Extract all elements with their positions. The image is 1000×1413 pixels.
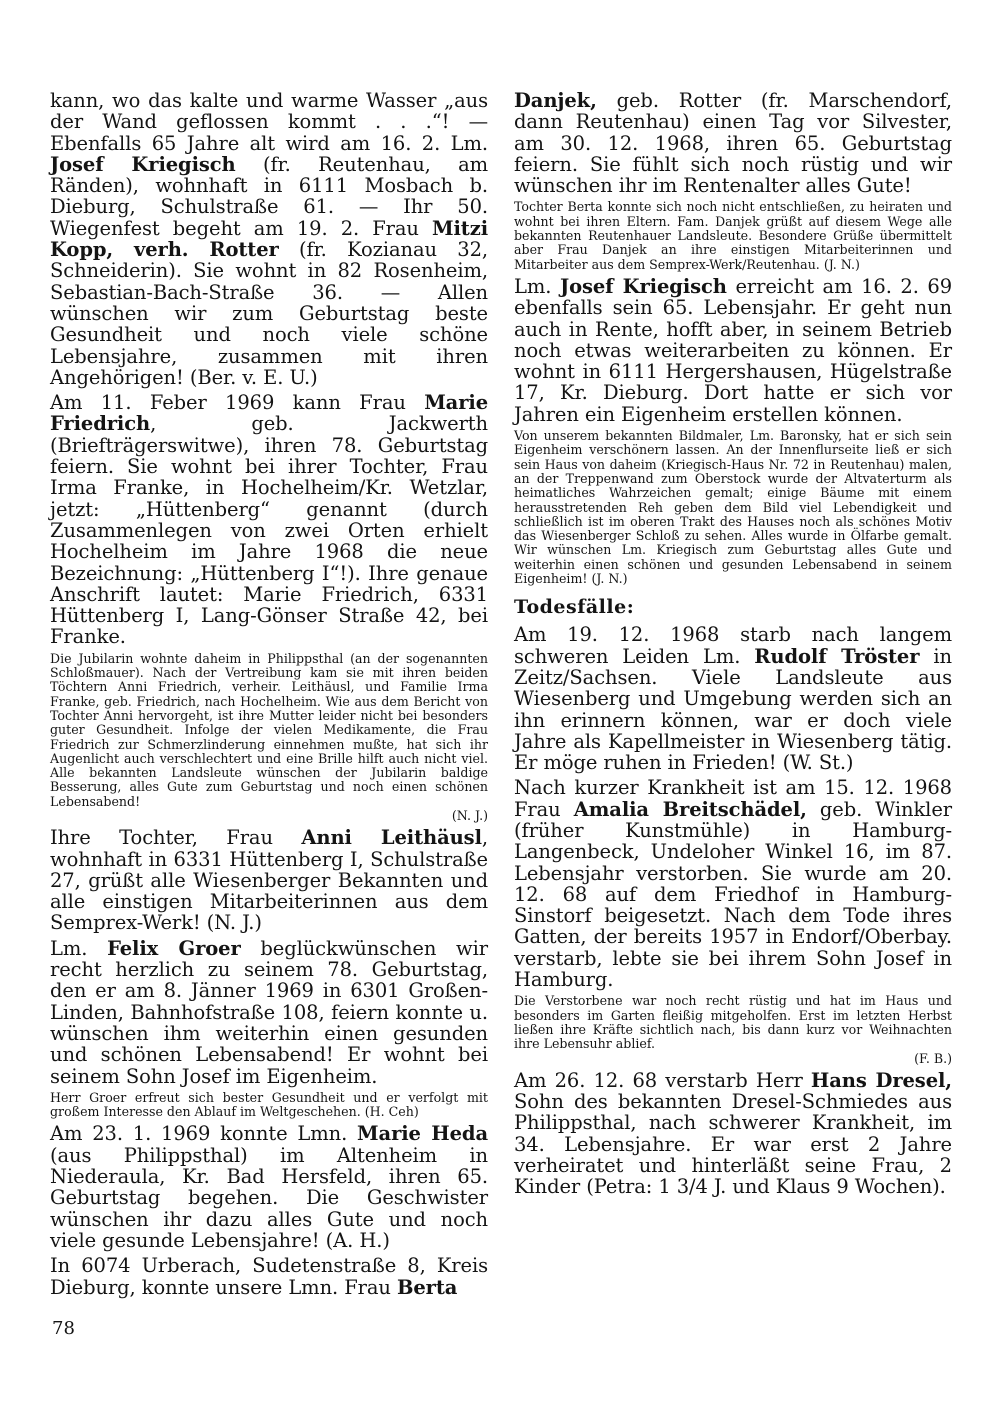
article-paragraph — [50, 827, 488, 933]
person-name: Felix Groer — [107, 936, 241, 960]
author-initials: (F. B.) — [914, 1050, 952, 1066]
text-run: Nach kurzer Krankheit ist am 15. 12. 1968 Frau — [514, 776, 952, 821]
right-column — [514, 90, 952, 1198]
text-run: geb. Winkler (früher Kunstmühle) in Hamburg-Langenbeck, Undeloher Winkel 16, im 87. Lebensjahr verstorben. Sie wurde am 20. 12. 68 auf dem Friedhof in Hamburg-Sinstorf beigesetzt. Nach dem Tode ihres Gatten, der bereits 1957 in Endorf/Oberbay. verstarb, lebte sie bei ihrem Sohn Josef in Hamburg. — [514, 797, 952, 992]
article-paragraph — [50, 938, 488, 1087]
text-run: Sohn des bekannten Dresel-Schmiedes aus Philippsthal, nach schwerer Krankheit, im 34. Lebensjahre. Er war erst 2 Jahre verheiratet und hinterläßt seine Frau, 2 Kinder (Petra: 1 3/4 J. und Klaus 9 Wochen). — [514, 1090, 952, 1199]
note-paragraph — [514, 429, 952, 586]
text-run: Tochter Berta konnte sich noch nicht entschließen, zu heiraten und wohnt bei ihren Eltern. Fam. Danjek grüßt auf diesem Wege alle bekannten Reutenhauer Landsleute. Besondere Grüße übermittelt aber Frau Danjek an ihre einstigen Mitarbeiterinnen und Mitarbeiter aus dem Semprex-Werk/Reutenhau. (J. N.) — [514, 199, 952, 272]
text-run: geb. Rotter (fr. Marschendorf, dann Reutenhau) einen Tag vor Silvester, am 30. 12. 1968, ihren 65. Geburtstag feiern. Sie fühlt sich noch rüstig und wir wünschen ihr im Rentenalter alles Gute! — [514, 89, 952, 198]
text-run: (aus Philippsthal) im Altenheim in Niederaula, Kr. Bad Hersfeld, ihren 65. Geburtstag begehen. Die Geschwister wünschen ihr dazu alles Gute und noch viele gesunde Lebensjahre! (A. H.) — [50, 1143, 488, 1252]
text-run: in Zeitz/Sachsen. Viele Landsleute aus Wiesenberg und Umgebung werden sich an ihn erinnern können, war er doch viele Jahre als Kapellmeister in Wiesenberg tätig. Er möge ruhen in Frieden! (W. St.) — [514, 644, 952, 775]
person-name: Rudolf Tröster — [754, 644, 920, 668]
text-run: Am 11. Feber 1969 kann Frau — [50, 391, 425, 415]
text-run: Lm. — [50, 936, 108, 960]
text-run: Herr Groer erfreut sich bester Gesundheit und er verfolgt mit großem Interesse den Ablauf im Weltgeschehen. (H. Ceh) — [50, 1089, 488, 1120]
article-paragraph — [50, 90, 488, 388]
person-name: Josef Kriegisch — [50, 152, 236, 176]
text-run: Von unserem bekannten Bildmaler, Lm. Baronsky, hat er sich sein Eigenheim verschönern lassen. An der Innenflurseite ließ er sich sein Haus von daheim (Kriegisch-Haus Nr. 72 in Reutenhau) malen, an der Treppenwand zum Oberstock wurde der Altvaterturm als heimatliches Wahrzeichen gemalt; einige Bäume mit einem herausstretenden Reh geben dem Bild viel Lebendigkeit und schließlich ist im oberen Trakt des Hauses noch als schönes Motiv das Wiesenberger Schloß zu sehen. Alles wurde in Ölfarbe gemalt. Wir wünschen Lm. Kriegisch zum Geburtstag alles Gute und weiterhin einen schönen und gesunden Lebensabend in seinem Eigenheim! (J. N.) — [514, 428, 952, 587]
article-paragraph — [514, 1070, 952, 1198]
note-paragraph — [50, 652, 488, 824]
text-run: Ihre Tochter, Frau — [50, 826, 302, 850]
text-run: erreicht am 16. 2. 69 ebenfalls sein 65. Lebensjahr. Er geht nun auch in Rente, hofft aber, in seinem Betrieb noch etwas weiterarbeiten zu können. Er wohnt in 6111 Hergershausen, Hügelstraße 17, Kr. Dieburg. Dort hatte er sich vor Jahren ein Eigenheim erstellen können. — [514, 274, 953, 426]
author-initials: (N. J.) — [451, 807, 488, 823]
text-run: beglückwünschen wir recht herzlich zu seinem 78. Geburtstag, den er am 8. Jänner 1969 in 6301 Großen-Linden, Bahnhofstraße 108, feiern konnte u. wünschen ihm weiterhin einen gesunden und schönen Lebensabend! Er wohnt bei seinem Sohn Josef im Eigenheim. — [50, 936, 488, 1088]
text-run: Die Jubilarin wohnte daheim in Philippsthal (an der sogenannten Schloßmauer). Nach der Vertreibung kam sie mit ihren beiden Töchtern Anni Friedrich, verheir. Leithäusl, und Familie Irma Franke, geb. Friedrich, nach Hochelheim. Wie aus dem Bericht von Tochter Anni hervorgeht, ist ihre Mutter leider nicht bei besonders guter Gesundheit. Infolge der vielen Medikamente, die Frau Friedrich zur Schmerzlinderung einnehmen mußte, hat sich ihr Augenlicht auch verschlechtert und eine Brille hilft auch nicht viel. Alle bekannten Landsleute wünschen der Jubilarin baldige Besserung, alles Gute zum Geburtstag und noch einen schönen Lebensabend! — [50, 650, 488, 809]
article-paragraph — [50, 1255, 488, 1298]
text-run: (fr. Reutenhau, am Ränden), wohnhaft in 6111 Mosbach b. Dieburg, Schulstraße 61. — Ihr 50. Wiegenfest begeht am 19. 2. Frau — [50, 152, 488, 240]
article-paragraph — [50, 392, 488, 648]
person-name: Berta — [396, 1275, 458, 1299]
text-run: Am 23. 1. 1969 konnte Lmn. — [50, 1122, 358, 1146]
page-number: 78 — [52, 1318, 75, 1339]
article-paragraph — [514, 624, 952, 773]
article-paragraph — [514, 276, 952, 425]
note-paragraph — [514, 200, 952, 271]
person-name: Mitzi Kopp, verh. Rotter — [50, 216, 488, 262]
text-run: Am 19. 12. 1968 starb nach langem schweren Leiden Lm. — [514, 623, 952, 668]
note-paragraph — [50, 1091, 488, 1120]
person-name: Marie Friedrich — [50, 391, 488, 436]
article-paragraph — [50, 1123, 488, 1251]
text-run: kann, wo das kalte und warme Wasser „aus der Wand geflossen kommt . . .“! — Ebenfalls 65 Jahre alt wird am 16. 2. Lm. — [50, 89, 488, 155]
person-name: Danjek, — [514, 89, 597, 112]
text-run: , wohnhaft in 6331 Hüttenberg I, Schulstraße 27, grüßt alle Wiesenberger Bekannten und alle einstigen Mitarbeiterinnen aus dem Semprex-Werk! (N. J.) — [50, 826, 488, 935]
person-name: Hans Dresel, — [810, 1068, 952, 1092]
text-run: In 6074 Urberach, Sudetenstraße 8, Kreis Dieburg, konnte unsere Lmn. Frau — [50, 1254, 488, 1299]
person-name: Amalia Breitschädel, — [573, 797, 807, 821]
text-run: (fr. Kozianau 32, Schneiderin). Sie wohnt in 82 Rosenheim, Sebastian-Bach-Straße 36. — Allen wünschen wir zum Geburtstag beste Gesundheit und noch viele schöne Lebensjahre, zusammen mit ihren Angehörigen! (Ber. v. E. U.) — [50, 238, 488, 389]
person-name: Marie Heda — [357, 1122, 488, 1146]
article-paragraph — [514, 90, 952, 196]
left-column — [50, 90, 488, 1298]
person-name: Anni Leithäusl — [301, 826, 482, 850]
text-run: Am 26. 12. 68 verstarb Herr — [514, 1068, 811, 1092]
section-heading: Todesfälle: — [514, 596, 635, 619]
person-name: Josef Kriegisch — [559, 274, 727, 298]
text-run: , geb. Jackwerth (Briefträgerswitwe), ihren 78. Geburtstag feiern. Sie wohnt bei ihrer Tochter, Frau Irma Franke, in Hochelheim/Kr. Wetzlar, jetzt: „Hüttenberg“ genannt (durch Zusammenlegen von zwei Orten erhielt Hochelheim im Jahre 1968 die neue Bezeichnung: „Hüttenberg I“!). Ihre genaue Anschrift lautet: Marie Friedrich, 6331 Hüttenberg I, Lang-Gönser Straße 42, bei Franke. — [50, 412, 488, 649]
text-run: Lm. — [514, 274, 560, 298]
note-paragraph — [514, 994, 952, 1065]
text-run: Die Verstorbene war noch recht rüstig und hat im Haus und besonders im Garten fleißig mitgeholfen. Erst im letzten Herbst ließen ihre Kräfte sichtlich nach, bis dann kurz vor Weihnachten ihre Lebensuhr ablief. — [514, 993, 952, 1052]
article-paragraph — [514, 777, 952, 990]
